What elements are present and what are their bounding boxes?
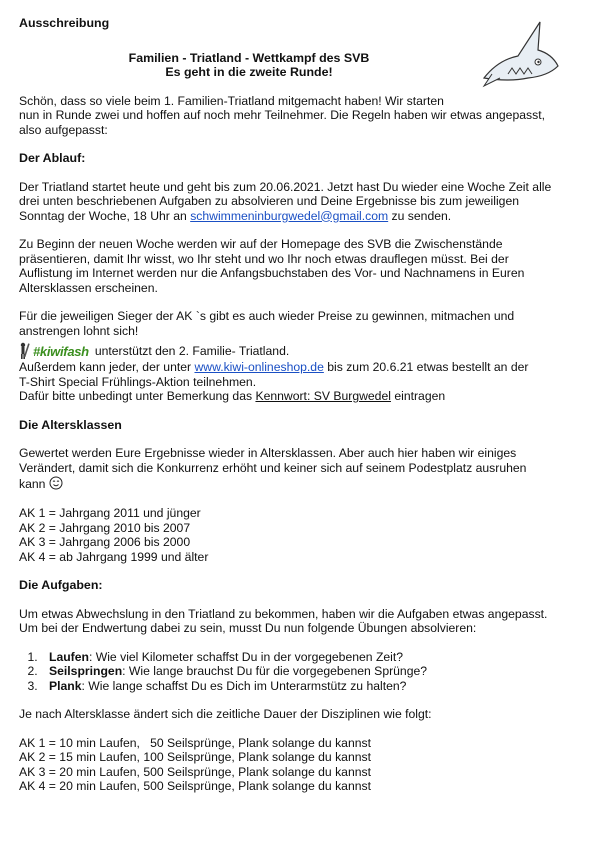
ak-line xyxy=(19,475,571,495)
ak-line: Verändert, damit sich die Konkurrenz erhöht und keiner sich auf seinem Podestplatz ausruhen xyxy=(19,460,527,475)
kennwort-text: Kennwort: SV Burgwedel xyxy=(255,389,391,403)
task-text: : Wie lange brauchst Du für die vorgegebenen Sprünge? xyxy=(122,664,428,678)
task-name: Plank xyxy=(49,678,82,693)
ak-heading: Die Altersklassen xyxy=(19,417,122,432)
ak-list-item: AK 2 = Jahrgang 2010 bis 2007 xyxy=(19,520,191,535)
ak-text: kann xyxy=(19,477,46,491)
prize-line: Für die jeweiligen Sieger der AK `s gibt es auch wieder Preise zu gewinnen, mitmachen und xyxy=(19,309,515,323)
ablauf-line: Der Triatland startet heute und geht bis zum 20.06.2021. Jetzt hast Du wieder eine Woche Zeit alle xyxy=(19,179,552,194)
smiley-icon xyxy=(49,476,63,495)
aufgaben-line: Um bei der Endwertung dabei zu sein, musst Du nun folgende Übungen absolvieren: xyxy=(19,621,477,635)
task-name: Seilspringen xyxy=(49,664,123,678)
ak-list xyxy=(19,506,571,564)
duration-item: AK 3 = 20 min Laufen, 500 Seilsprünge, Plank solange du kannst xyxy=(19,764,371,779)
doc-title-line2: Es geht in die zweite Runde! xyxy=(165,65,333,79)
ak-paragraph xyxy=(19,446,571,495)
ablauf-text: zu senden. xyxy=(388,208,452,223)
doc-title-line1: Familien - Triatland - Wettkampf des SVB xyxy=(128,50,370,65)
task-text: : Wie viel Kilometer schaffst Du in der vorgegebenen Zeit? xyxy=(88,649,404,664)
kiwi-line xyxy=(19,360,571,375)
task-item xyxy=(41,650,571,665)
duration-item: AK 2 = 15 min Laufen, 100 Seilsprünge, Plank solange du kannst xyxy=(19,750,371,764)
task-name: Laufen xyxy=(49,649,89,664)
shark-mascot-icon xyxy=(478,16,560,90)
duration-intro: Je nach Altersklasse ändert sich die zeitliche Dauer der Disziplinen wie folgt: xyxy=(19,707,432,721)
ablauf-heading: Der Ablauf: xyxy=(19,151,86,165)
kiwi-text: Außerdem kann jeder, der unter xyxy=(19,360,195,374)
duration-item: AK 1 = 10 min Laufen, 50 Seilsprünge, Plank solange du kannst xyxy=(19,735,371,750)
aufgaben-heading: Die Aufgaben: xyxy=(19,578,103,592)
intro-line: nun in Runde zwei und hoffen auf noch mehr Teilnehmer. Die Regeln haben wir etwas angepasst, xyxy=(19,108,545,122)
kiwi-line: unterstützt den 2. Familie- Triatland. xyxy=(94,344,290,358)
aufgaben-line: Um etwas Abwechslung in den Triatland zu bekommen, haben wir die Aufgaben etwas angepasst. xyxy=(19,606,548,621)
ablauf-text: Sonntag der Woche, 18 Uhr an xyxy=(19,208,191,223)
doc-header: Ausschreibung xyxy=(19,16,110,30)
email-link[interactable]: schwimmeninburgwedel@gmail.com xyxy=(190,208,389,223)
duration-item: AK 4 = 20 min Laufen, 500 Seilsprünge, Plank solange du kannst xyxy=(19,779,371,793)
kiwi-sponsor-line xyxy=(19,342,571,360)
prize-paragraph xyxy=(19,309,571,338)
kiwi-line: T-Shirt Special Frühlings-Aktion teilnehmen. xyxy=(19,374,257,389)
document xyxy=(19,16,571,794)
ak-list-item: AK 1 = Jahrgang 2011 und jünger xyxy=(19,506,201,520)
ak-list-item: AK 3 = Jahrgang 2006 bis 2000 xyxy=(19,535,191,549)
week-line: präsentieren, damit Ihr wisst, wo Ihr steht und wo Ihr noch etwas drauflegen müsst. Bei der xyxy=(19,251,509,266)
kiwi-logo-icon xyxy=(19,342,89,360)
kiwi-line xyxy=(19,389,571,404)
intro-line: also aufgepasst: xyxy=(19,122,108,137)
task-list xyxy=(19,650,571,694)
kiwi-logo-text: #kiwifash xyxy=(33,343,89,359)
ablauf-paragraph xyxy=(19,180,571,224)
week-line: Auflistung im Internet werden nur die Anfangsbuchstaben des Vor- und Nachnamens in Euren xyxy=(19,266,525,280)
aufgaben-paragraph xyxy=(19,607,571,636)
kiwi-text: eintragen xyxy=(390,389,446,403)
kiwi-text: Dafür bitte unbedingt unter Bemerkung das xyxy=(19,389,256,403)
intro-line: Schön, dass so viele beim 1. Familien-Triatland mitgemacht haben! Wir starten xyxy=(19,93,444,108)
ak-line: Gewertet werden Eure Ergebnisse wieder in Altersklassen. Aber auch hier haben wir einiges xyxy=(19,446,517,460)
task-item xyxy=(41,664,571,679)
task-item xyxy=(41,679,571,694)
intro-paragraph xyxy=(19,94,571,138)
ak-list-item: AK 4 = ab Jahrgang 1999 und älter xyxy=(19,549,209,564)
duration-list xyxy=(19,736,571,794)
task-text: : Wie lange schaffst Du es Dich im Unterarmstütz zu halten? xyxy=(81,678,407,693)
week-line: Zu Beginn der neuen Woche werden wir auf der Homepage des SVB die Zwischenstände xyxy=(19,237,503,251)
ablauf-line: drei unten beschriebenen Aufgaben zu absolvieren und Deine Ergebnisse bis zum jeweiligen xyxy=(19,194,520,208)
prize-line: anstrengen lohnt sich! xyxy=(19,323,139,338)
kiwi-text: bis zum 20.6.21 etwas bestellt an der xyxy=(323,360,529,374)
week-line: Altersklassen erscheinen. xyxy=(19,280,158,295)
ablauf-line xyxy=(19,209,571,224)
kiwi-shop-link[interactable]: www.kiwi-onlineshop.de xyxy=(194,360,324,374)
week-paragraph xyxy=(19,237,571,295)
